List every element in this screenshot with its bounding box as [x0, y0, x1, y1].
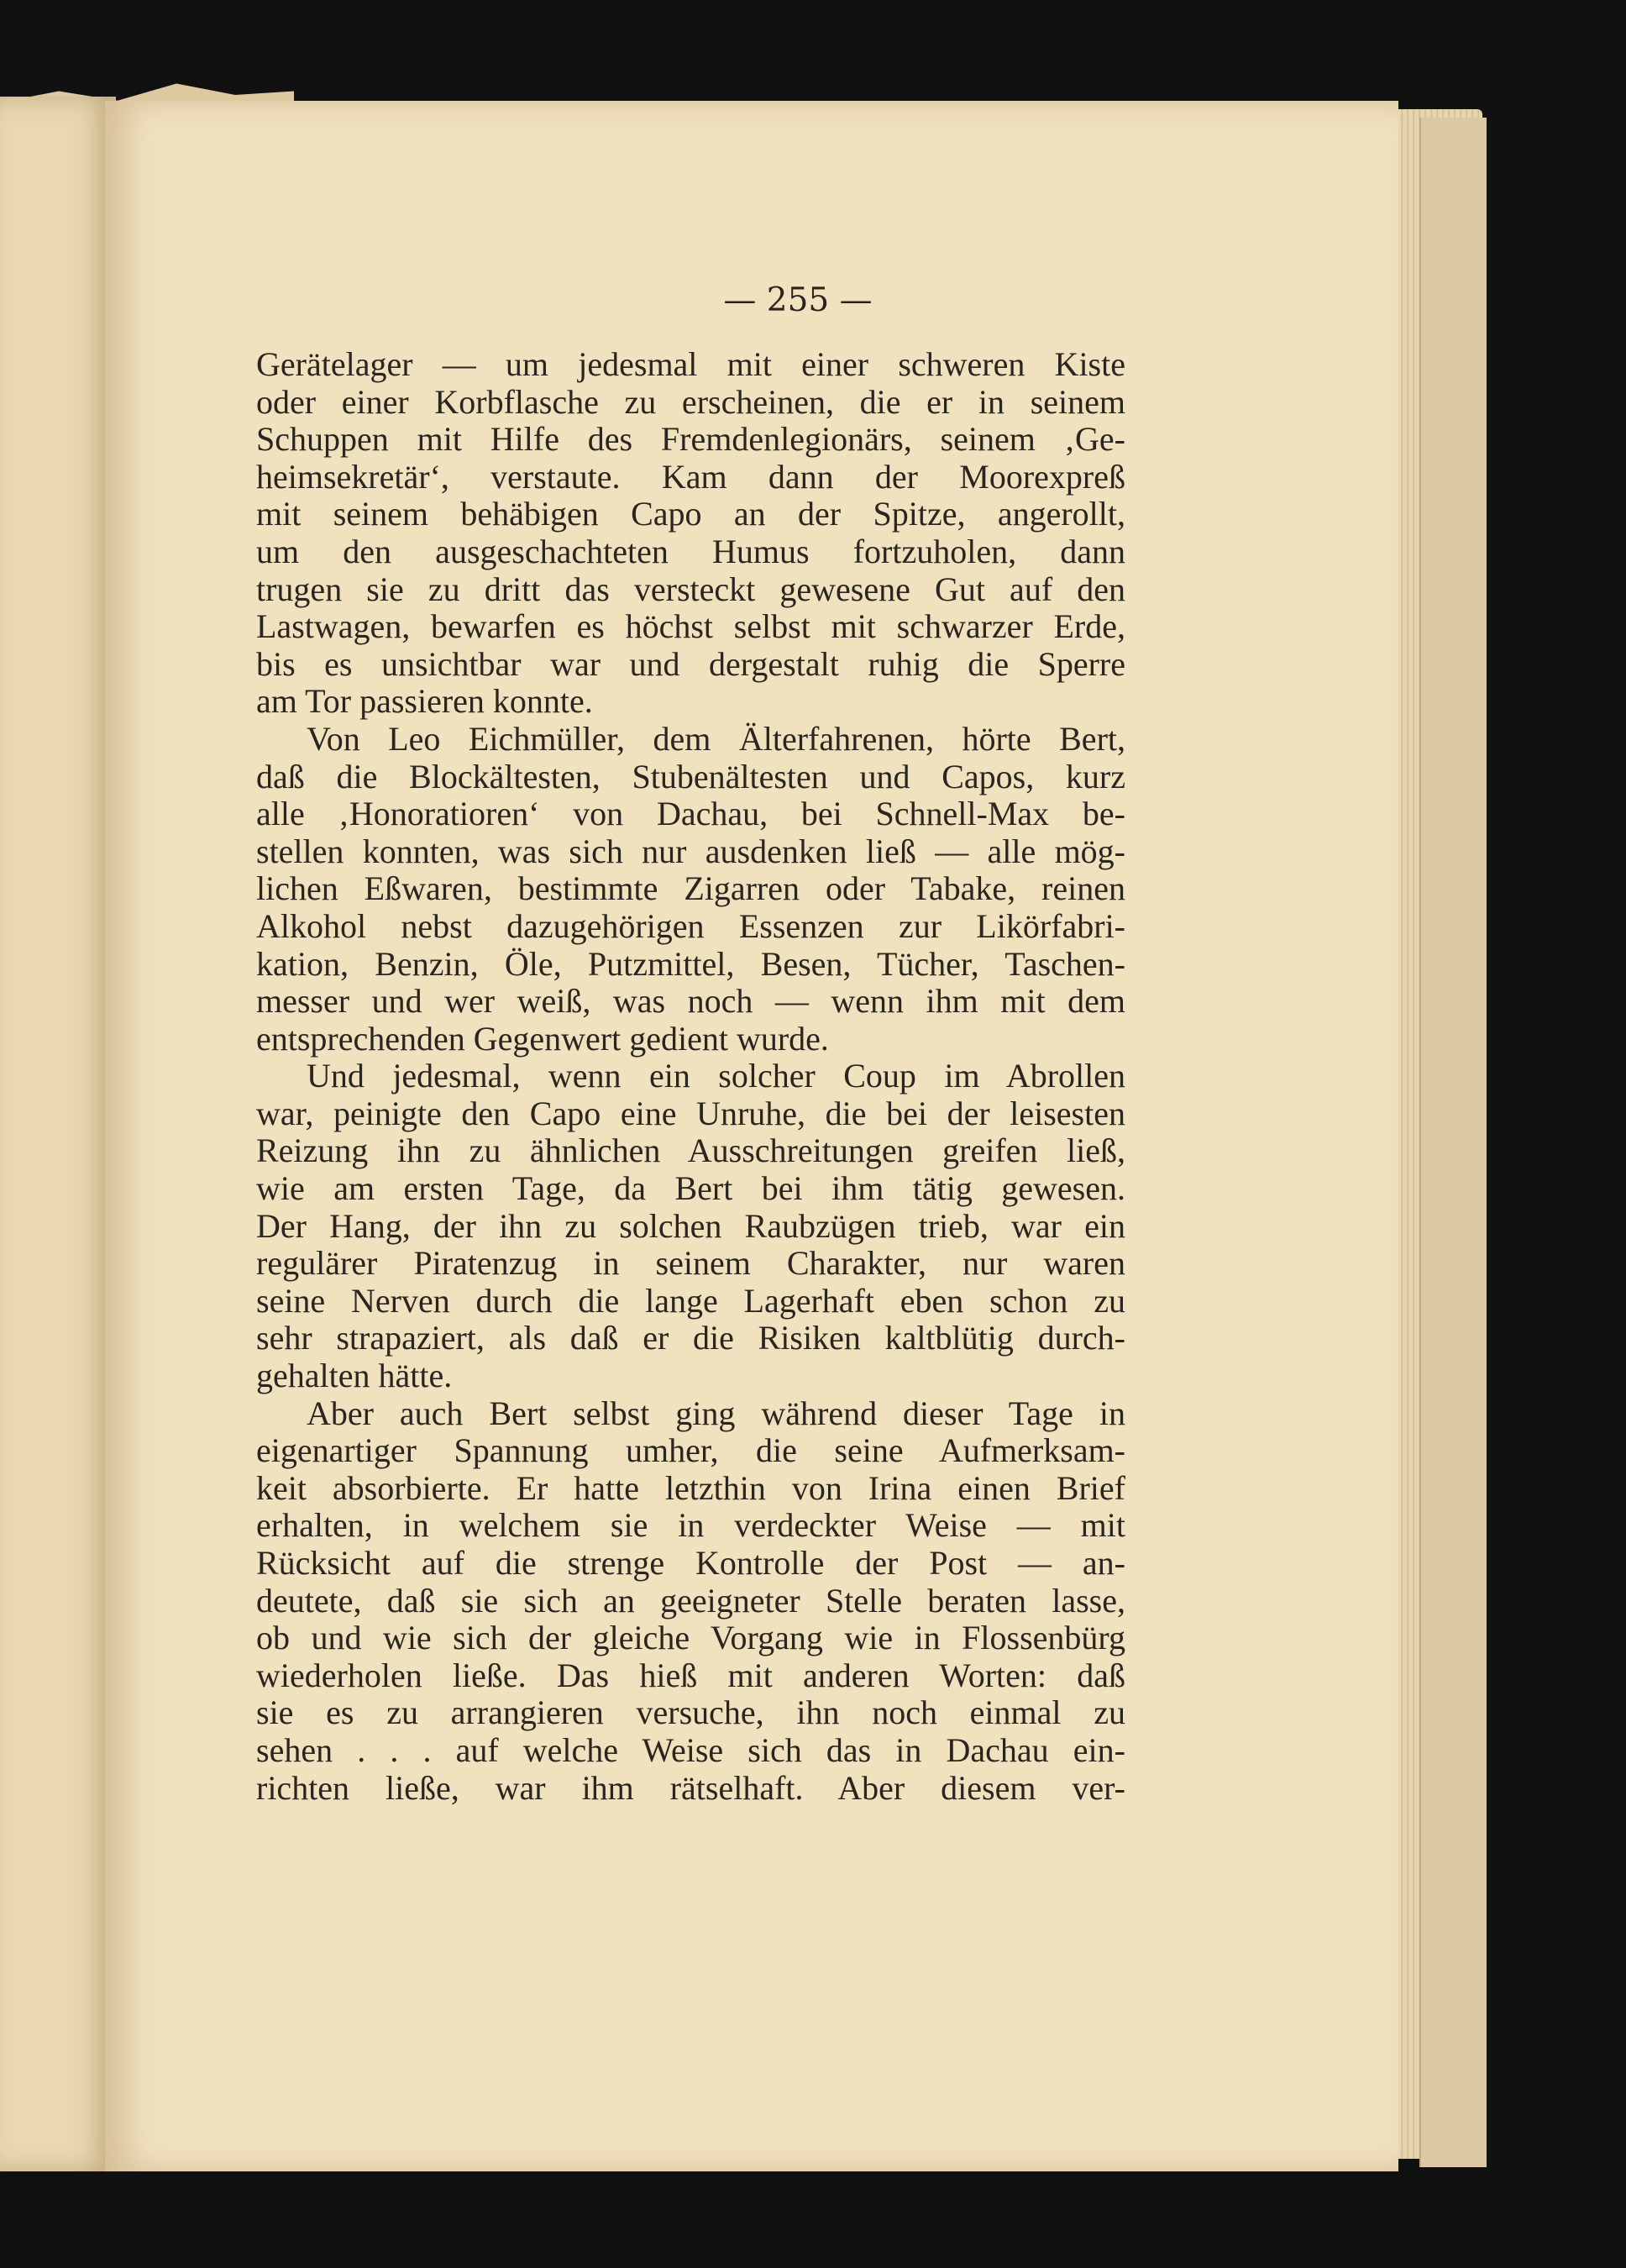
text-line: kation, Benzin, Öle, Putzmittel, Besen, Tücher, Taschen- [256, 944, 1125, 983]
text-line: keit absorbierte. Er hatte letzthin von Irina einen Brief [256, 1468, 1125, 1507]
text-line: ob und wie sich der gleiche Vorgang wie in Flossenbürg [256, 1619, 1125, 1657]
text-line: war, peinigte den Capo eine Unruhe, die bei der leisesten [256, 1094, 1125, 1132]
text-line: wie am ersten Tage, da Bert bei ihm tätig gewesen. [256, 1169, 1125, 1208]
text-line: sehen . . . auf welche Weise sich das in Dachau ein- [256, 1730, 1125, 1769]
text-line: daß die Blockältesten, Stubenältesten und Capos, kurz [256, 757, 1125, 795]
text-line: Lastwagen, bewarfen es höchst selbst mit schwarzer Erde, [256, 607, 1125, 646]
text-line: lichen Eßwaren, bestimmte Zigarren oder Tabake, reinen [256, 869, 1125, 908]
text-line: entsprechenden Gegenwert gedient wurde. [256, 1019, 829, 1058]
text-line: wiederholen ließe. Das hieß mit anderen Worten: daß [256, 1656, 1125, 1694]
text-line: richten ließe, war ihm rätselhaft. Aber diesem ver- [256, 1768, 1125, 1807]
text-line: eigenartiger Spannung umher, die seine Aufmerksam- [256, 1431, 1125, 1470]
text-line: gehalten hätte. [256, 1357, 453, 1395]
text-line: Und jedesmal, wenn ein solcher Coup im Abrollen [307, 1057, 1125, 1095]
text-line: Von Leo Eichmüller, dem Älterfahrenen, hörte Bert, [307, 719, 1125, 758]
text-line: Rücksicht auf die strenge Kontrolle der Post — an- [256, 1544, 1125, 1582]
text-line: Der Hang, der ihn zu solchen Raubzügen trieb, war ein [256, 1206, 1125, 1245]
text-line: oder einer Korbflasche zu erscheinen, die er in seinem [256, 382, 1125, 421]
text-line: Reizung ihn zu ähnlichen Ausschreitungen greifen ließ, [256, 1131, 1125, 1170]
text-line: seine Nerven durch die lange Lagerhaft eben schon zu [256, 1281, 1125, 1320]
text-line: alle ‚Honoratioren‘ von Dachau, bei Schnell-Max be- [256, 795, 1125, 833]
text-line: Gerätelager — um jedesmal mit einer schweren Kiste [256, 345, 1125, 383]
text-line: bis es unsichtbar war und dergestalt ruhig die Sperre [256, 644, 1125, 683]
text-line: trugen sie zu dritt das versteckt gewesene Gut auf den [256, 570, 1125, 608]
book-cover-edge [1419, 118, 1487, 2167]
page-number: — 255 — [723, 281, 873, 319]
text-line: deutete, daß sie sich an geeigneter Stelle beraten lasse, [256, 1581, 1125, 1620]
body-text [256, 346, 1125, 1807]
text-line: Alkohol nebst dazugehörigen Essenzen zur Likörfabri- [256, 906, 1125, 945]
text-line: messer und wer weiß, was noch — wenn ihm mit dem [256, 982, 1125, 1021]
text-line: erhalten, in welchem sie in verdeckter Weise — mit [256, 1506, 1125, 1545]
text-line: heimsekretär‘, verstaute. Kam dann der Moorexpreß [256, 457, 1125, 496]
text-line: stellen konnten, was sich nur ausdenken ließ — alle mög- [256, 832, 1125, 870]
text-line: sie es zu arrangieren versuche, ihn noch einmal zu [256, 1693, 1125, 1732]
text-line: Schuppen mit Hilfe des Fremdenlegionärs, seinem ‚Ge- [256, 420, 1125, 459]
text-line: sehr strapaziert, als daß er die Risiken kaltblütig durch- [256, 1319, 1125, 1357]
text-line: um den ausgeschachteten Humus fortzuholen, dann [256, 532, 1125, 570]
previous-page-sliver [0, 97, 116, 2171]
text-line: regulärer Piratenzug in seinem Charakter, nur waren [256, 1244, 1125, 1283]
text-line: am Tor passieren konnte. [256, 682, 593, 721]
text-line: Aber auch Bert selbst ging während dieser Tage in [307, 1394, 1125, 1432]
text-line: mit seinem behäbigen Capo an der Spitze, angerollt, [256, 495, 1125, 533]
